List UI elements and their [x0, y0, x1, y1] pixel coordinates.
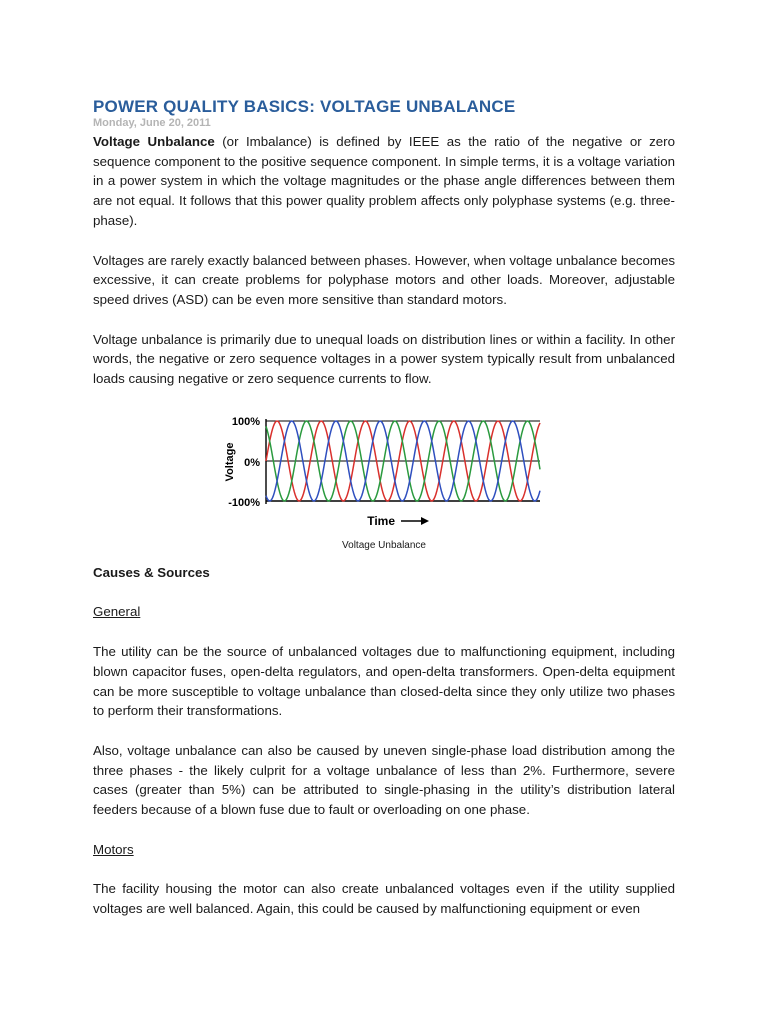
article [93, 96, 675, 919]
paragraph-causes: Voltage unbalance is primarily due to unequal loads on distribution lines or within a facility. In other words, the negative or zero sequence voltages in a power system typically result from unbalanced loads causing negative or zero sequence currents to flow. [93, 331, 675, 387]
term-voltage-unbalance: Voltage Unbalance [93, 134, 215, 149]
paragraph-utility-source: The utility can be the source of unbalanced voltages due to malfunctioning equipment, including blown capacitor fuses, open-delta regulators, and open-delta transformers. Open-delta equipment can be more susceptible to voltage unbalance than closed-delta since they only utilize two phases to perform their transformations. [93, 644, 675, 719]
paragraph-motor-facility: The facility housing the motor can also create unbalanced voltages even if the utility supplied voltages are well balanced. Again, this could be caused by malfunctioning equipment or even [93, 881, 675, 917]
y-tick-100: 100% [231, 415, 260, 428]
x-axis-label: Time [367, 513, 395, 528]
post-date: Monday, June 20, 2011 [93, 117, 211, 129]
page-title: POWER QUALITY BASICS: VOLTAGE UNBALANCE [93, 97, 516, 116]
time-arrow-icon [401, 517, 429, 525]
section-heading-causes: Causes & Sources [93, 564, 210, 580]
y-tick-minus-100: -100% [228, 496, 260, 509]
paragraph-balance: Voltages are rarely exactly balanced between phases. However, when voltage unbalance becomes excessive, it can create problems for polyphase motors and other loads. Moreover, adjustable speed drives (ASD) can be even more sensitive than standard motors. [93, 252, 675, 307]
figure-caption: Voltage Unbalance [342, 539, 426, 551]
paragraph-definition [93, 132, 675, 231]
paragraph-uneven-load: Also, voltage unbalance can also be caused by uneven single-phase load distribution among the three phases - the likely culprit for a voltage unbalance of less than 2%. Furthermore, severe cases (greater than 5%) can be attributed to single-phasing in the utility’s distribution lateral feeders because of a blown fuse due to fault or overloading on one phase. [93, 742, 675, 818]
chart-axes [266, 419, 540, 504]
voltage-waveform-chart [223, 408, 553, 536]
subheading-general: General [93, 604, 141, 620]
definition-text: (or Imbalance) is defined by IEEE as the ratio of the negative or zero sequence component to the positive sequence component. In simple terms, it is a voltage variation in a power system in which the voltage magnitudes or the phase angle differences between them are not equal. It follows that this power quality problem affects only polyphase systems (e.g. three-phase). [93, 134, 675, 228]
voltage-unbalance-figure [93, 408, 675, 536]
y-axis-label: Voltage [224, 442, 236, 482]
y-tick-0: 0% [244, 456, 260, 469]
subheading-motors: Motors [93, 841, 134, 857]
